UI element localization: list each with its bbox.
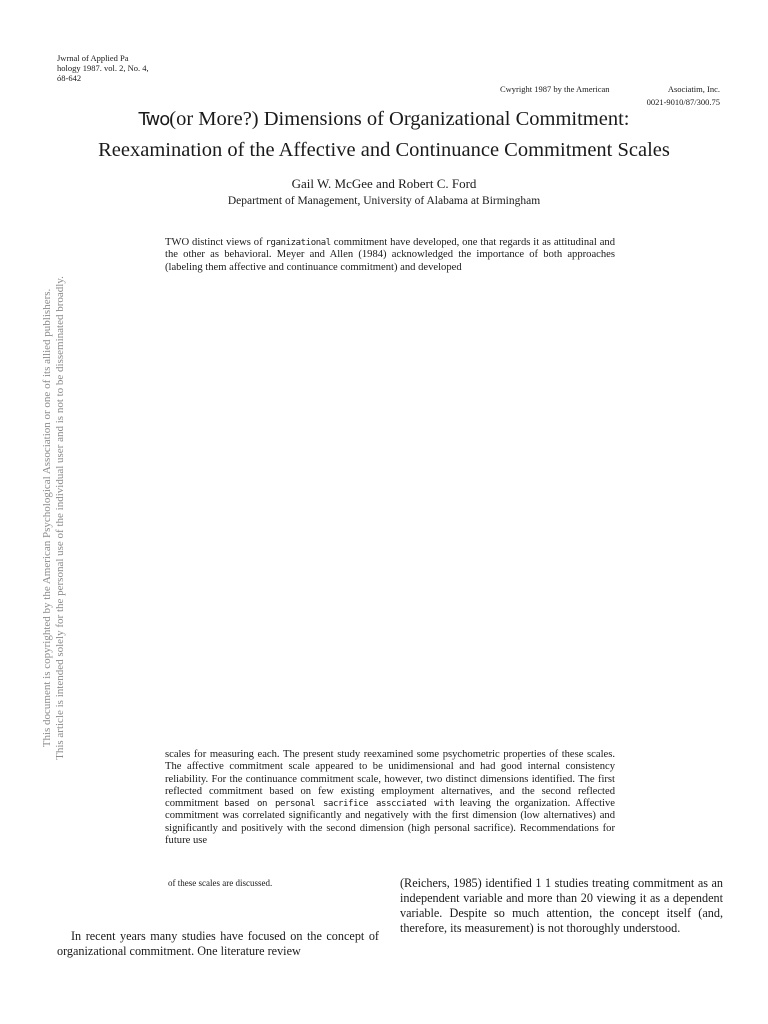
copyright-line: Cwyright 1987 by the American (500, 84, 610, 94)
journal-line: Jwrnal of Applied Pa (57, 53, 129, 63)
abstract-text: commitment have developed, one that regards it as attitudinal and the other as behavioral. Meyer and Allen (1984) acknowledged the importance of both approaches (labeling them affective and continuance commitment) and developed (165, 237, 616, 273)
watermark-line-1: This document is copyrighted by the American Psychological Association or one of its allied publishers. (41, 288, 53, 748)
watermark-line-2: This article is intended solely for the personal use of the individual user and is not to be disseminated broadly. (54, 276, 66, 760)
department: Department of Management, University of Alabama at Birmingham (227, 195, 541, 207)
title-line2: Reexamination of the Affective and Continuance Commitment Scales (98, 139, 670, 161)
body-left-column: In recent years many studies have focused on the concept of organizational commitment. One literature review (57, 929, 379, 958)
body-right-column: (Reichers, 1985) identified 1 1 studies treating commitment as an independent variable and more than 20 viewing it as a dependent variable. Despite so much attention, the concept itself (and, therefore, its measurement) is not thoroughly understood. (400, 876, 723, 935)
copyright-watermark (41, 158, 69, 878)
abstract-text: leaving the organization. Affective commitment was correlated significantly and negatively with the first dimension (low alternatives) and significantly and positively with the second dimension (high personal sacrifice). Recommendations for future use (165, 798, 615, 847)
journal-info (57, 53, 217, 83)
page-title (20, 106, 748, 163)
abstract-odd-word: rganizational (265, 238, 331, 248)
article-code: 0021-9010/87/300.75 (646, 97, 720, 107)
abstract-text: TWO distinct views of (165, 237, 266, 248)
association-line: Asociatim, Inc. (667, 84, 720, 94)
authors: Gail W. McGee and Robert C. Ford (291, 176, 477, 191)
journal-line: ó8-642 (57, 73, 82, 83)
abstract-text: scales for measuring each. The present study reexamined some psychometric properties of these scales. The affective commitment scale appeared to be unidimensional and had good internal consistency reliability. For the continuance commitment scale, however, two distinct dimensions identified. The first reflected commitment based on few existing employment alternatives, and the second reflected commitment (165, 749, 615, 810)
abstract-paragraph-1 (165, 237, 615, 274)
abstract-paragraph-2 (165, 749, 615, 847)
journal-line: hology 1987. vol. 2, No. 4, (57, 63, 149, 73)
title-line1: (or More?) Dimensions of Organizational Commitment: (169, 108, 630, 130)
abstract-odd-phrase: based on personal sacrifice asscciated with (224, 799, 455, 810)
abstract-closing: of these scales are discussed. (168, 878, 273, 888)
title-word-two: Two (138, 109, 170, 130)
